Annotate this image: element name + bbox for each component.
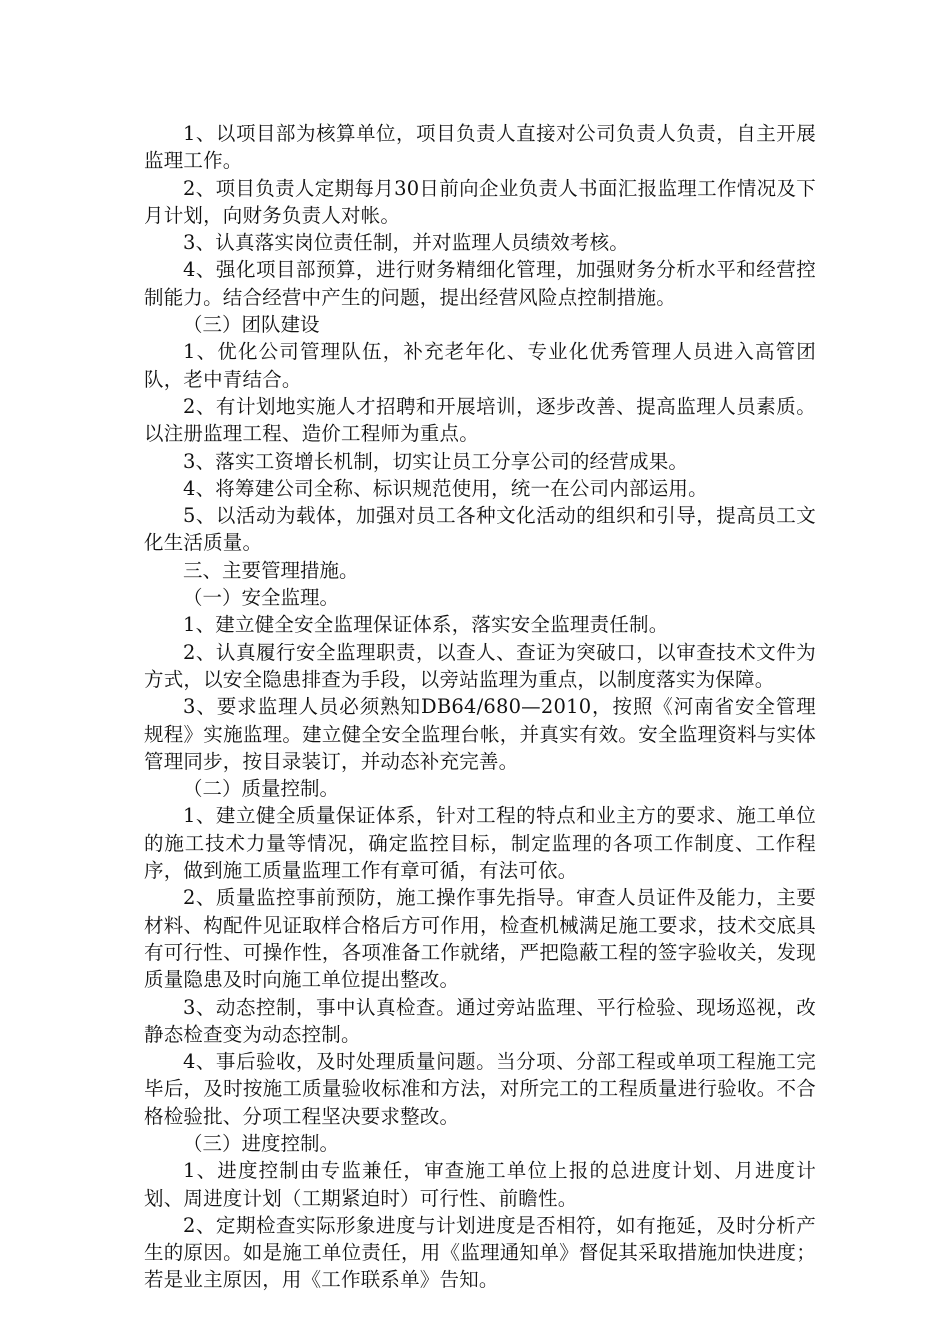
paragraph-6: 2、有计划地实施人才招聘和开展培训，逐步改善、提高监理人员素质。以注册监理工程、造价工程师为重点。	[144, 394, 816, 446]
document-body	[144, 120, 816, 1294]
paragraph-2: 2、项目负责人定期每月30日前向企业负责人书面汇报监理工作情况及下月计划，向财务负责人对帐。	[144, 176, 816, 227]
section-heading-schedule: （三）进度控制。	[183, 1131, 340, 1155]
paragraph-3: 3、认真落实岗位责任制，并对监理人员绩效考核。	[183, 231, 630, 255]
paragraph-5: 1、优化公司管理队伍，补充老年化、专业化优秀管理人员进入高管团队，老中青结合。	[144, 340, 816, 391]
section-heading-team-building: （三）团队建设	[183, 313, 320, 337]
paragraph-4: 4、强化项目部预算，进行财务精细化管理，加强财务分析水平和经营控制能力。结合经营中产生的问题，提出经营风险点控制措施。	[144, 258, 816, 309]
paragraph-18: 2、定期检查实际形象进度与计划进度是否相符，如有拖延，及时分析产生的原因。如是施工单位责任，用《监理通知单》督促其采取措施加快进度；若是业主原因，用《工作联系单》告知。	[144, 1213, 816, 1292]
paragraph-1: 1、以项目部为核算单位，项目负责人直接对公司负责人负责，自主开展监理工作。	[144, 122, 816, 173]
paragraph-15: 3、动态控制，事中认真检查。通过旁站监理、平行检验、现场巡视，改静态检查变为动态控制。	[144, 995, 816, 1046]
paragraph-16: 4、事后验收，及时处理质量问题。当分项、分部工程或单项工程施工完毕后，及时按施工质量验收标准和方法，对所完工的工程质量进行验收。不合格检验批、分项工程坚决要求整改。	[144, 1050, 816, 1128]
paragraph-13: 1、建立健全质量保证体系，针对工程的特点和业主方的要求、施工单位的施工技术力量等情况，确定监控目标，制定监理的各项工作制度、工作程序，做到施工质量监理工作有章可循，有法可依。	[144, 804, 816, 883]
paragraph-7: 3、落实工资增长机制，切实让员工分享公司的经营成果。	[183, 449, 689, 473]
paragraph-11: 2、认真履行安全监理职责，以查人、查证为突破口，以审查技术文件为方式，以安全隐患排查为手段，以旁站监理为重点，以制度落实为保障。	[144, 640, 816, 691]
paragraph-10: 1、建立健全安全监理保证体系，落实安全监理责任制。	[183, 613, 669, 637]
section-heading-quality: （二）质量控制。	[183, 777, 340, 801]
paragraph-9: 5、以活动为载体，加强对员工各种文化活动的组织和引导，提高员工文化生活质量。	[144, 504, 816, 555]
paragraph-17: 1、进度控制由专监兼任，审查施工单位上报的总进度计划、月进度计划、周进度计划（工期紧迫时）可行性、前瞻性。	[144, 1159, 816, 1210]
section-heading-safety: （一）安全监理。	[183, 586, 340, 610]
section-heading-main-measures: 三、主要管理措施。	[183, 558, 359, 582]
paragraph-12: 3、要求监理人员必须熟知DB64/680—2010，按照《河南省安全管理规程》实施监理。建立健全安全监理台帐，并真实有效。安全监理资料与实体管理同步，按目录装订，并动态补充完善。	[144, 695, 816, 773]
paragraph-14: 2、质量监控事前预防，施工操作事先指导。审查人员证件及能力，主要材料、构配件见证取样合格后方可作用，检查机械满足施工要求，技术交底具有可行性、可操作性，各项准备工作就绪，严把隐蔽工程的签字验收关，发现质量隐患及时向施工单位提出整改。	[144, 886, 816, 992]
paragraph-8: 4、将筹建公司全称、标识规范使用，统一在公司内部运用。	[183, 476, 708, 500]
